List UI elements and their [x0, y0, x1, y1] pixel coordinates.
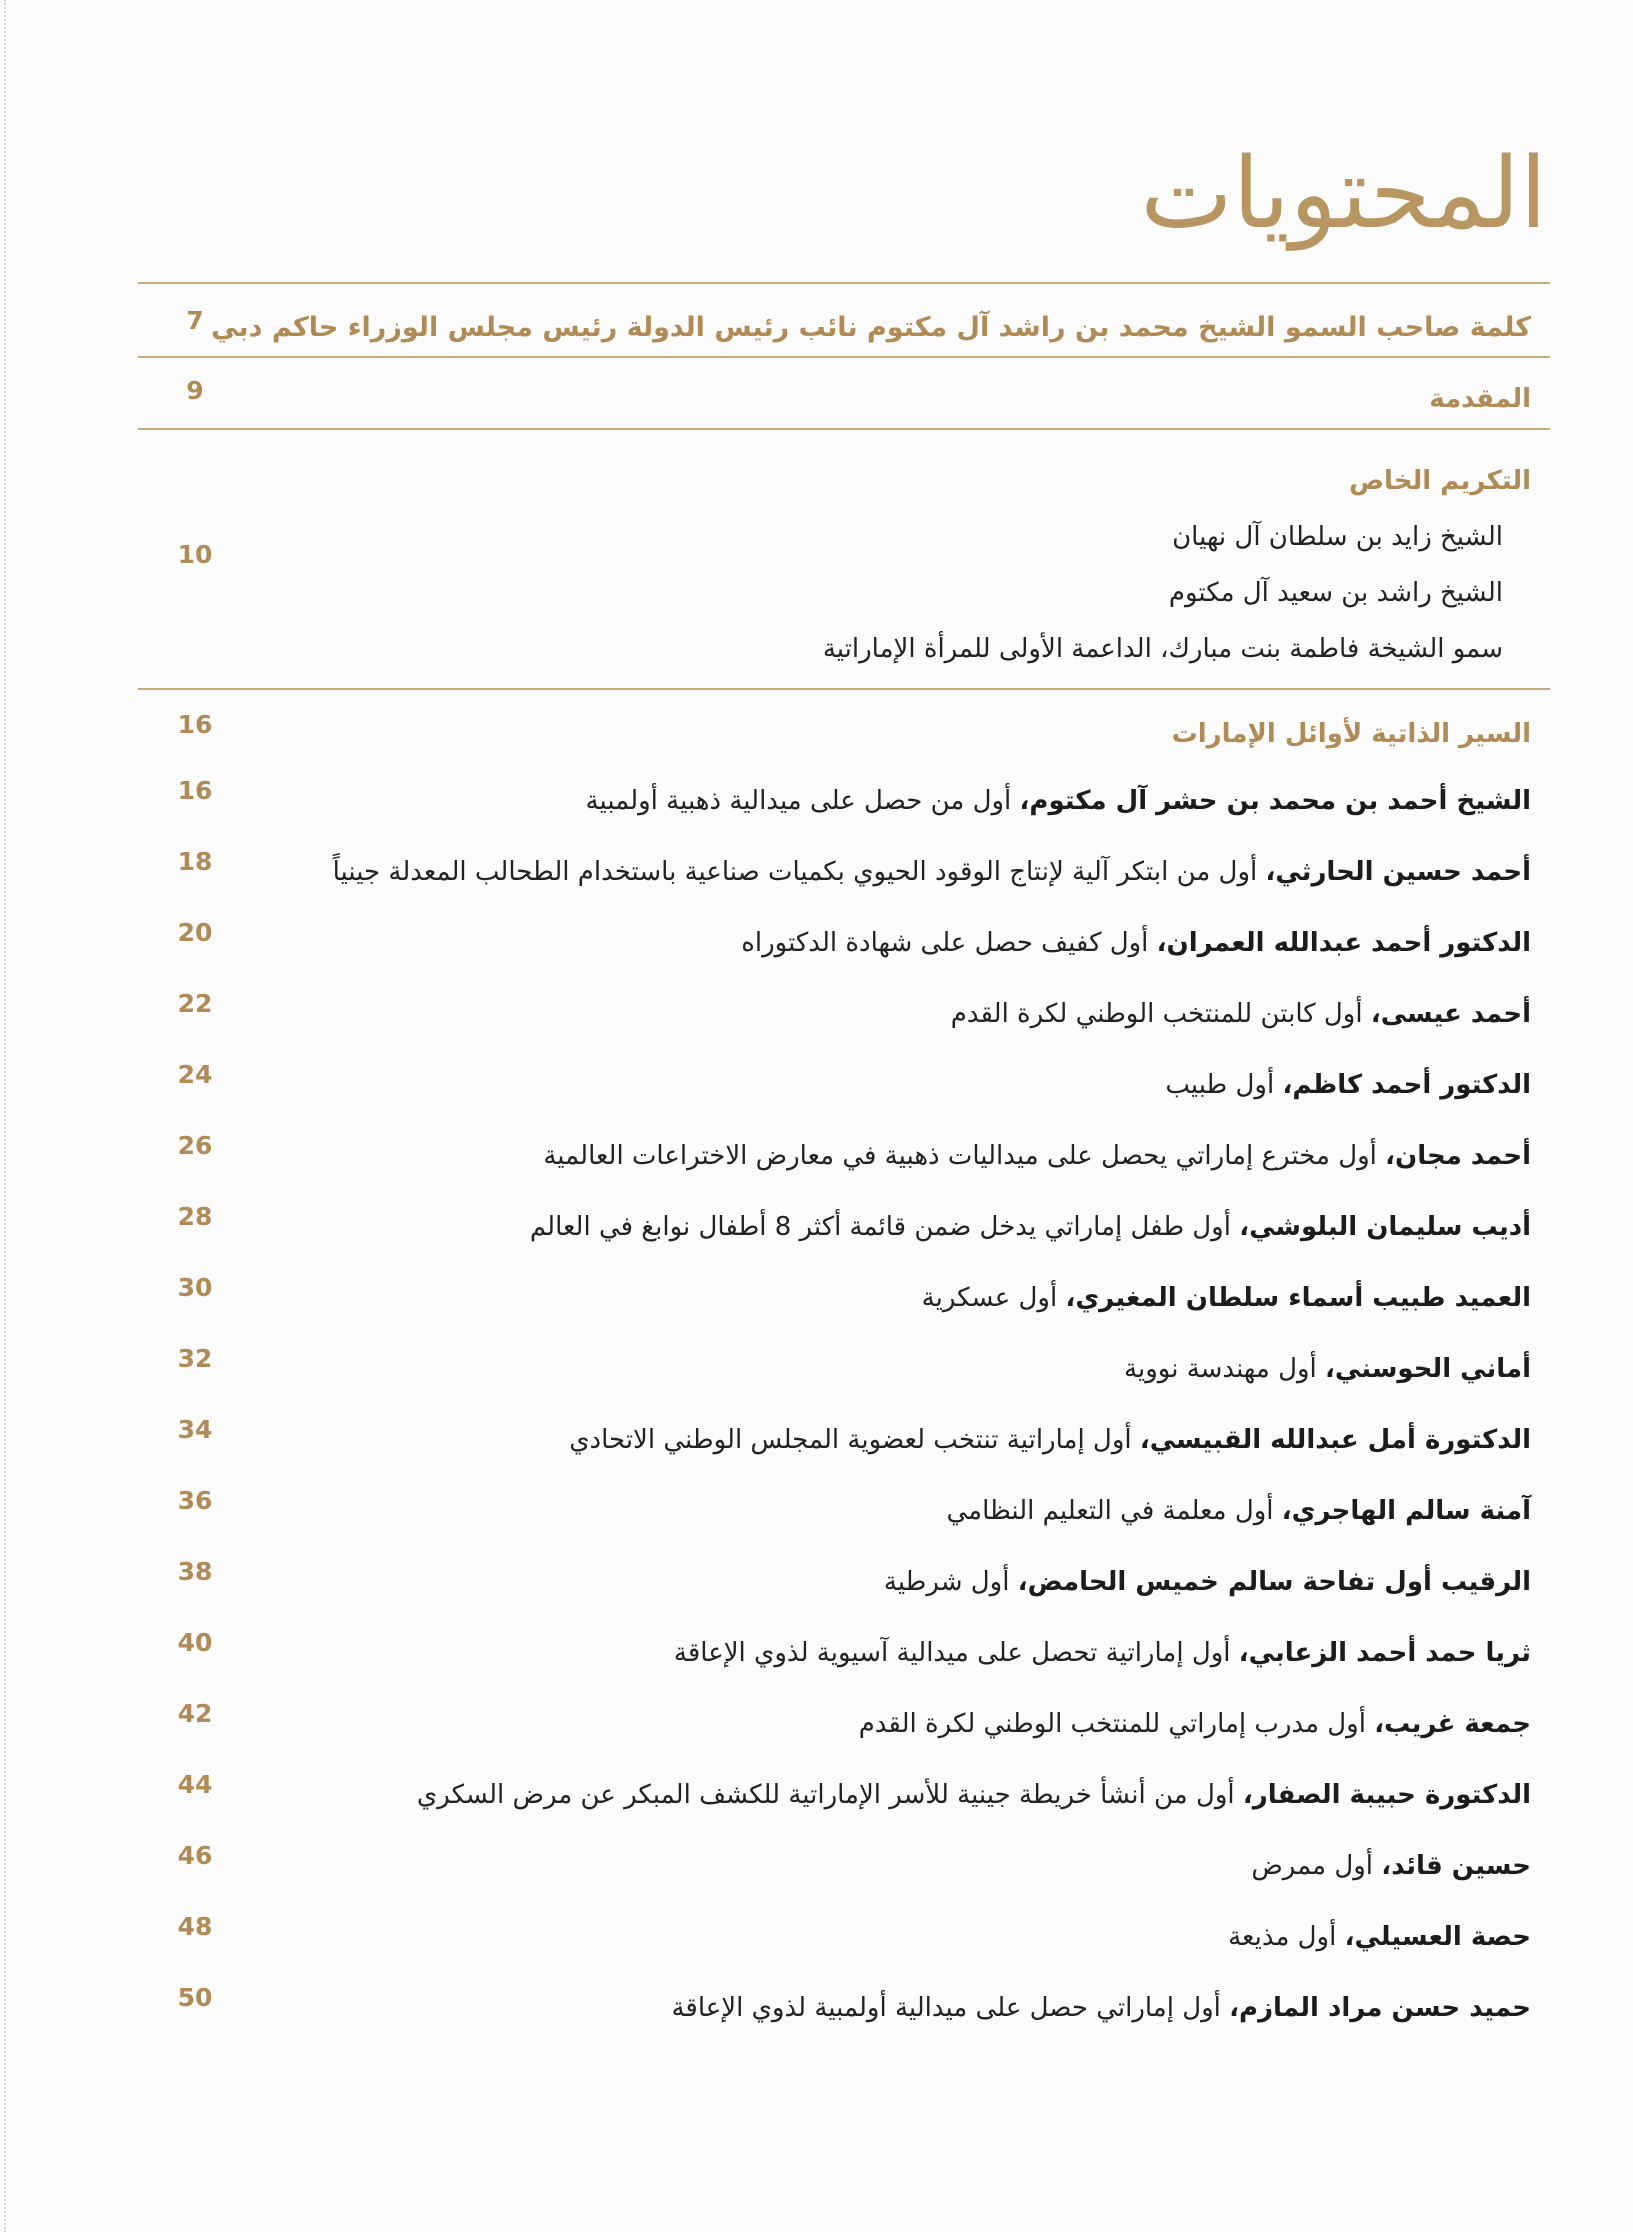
- entry-name: أحمد مجان،: [1385, 1141, 1531, 1171]
- section-heading: التكريم الخاص: [1349, 466, 1531, 496]
- page-edge: [4, 0, 6, 2232]
- page-number: 50: [177, 1983, 213, 2012]
- page-number: 10: [177, 540, 213, 569]
- entry-text: [417, 1780, 1531, 1810]
- page-number: 42: [177, 1699, 213, 1728]
- entry-desc: أول ممرض: [1251, 1851, 1374, 1881]
- entry-desc: أول من أنشأ خريطة جينية للأسر الإماراتية للكشف المبكر عن مرض السكري: [416, 1780, 1235, 1810]
- entry-name: الدكتور أحمد كاظم،: [1282, 1070, 1531, 1100]
- entry-name: حسين قائد،: [1381, 1851, 1531, 1881]
- page-number: 32: [177, 1344, 213, 1373]
- entry-name: أديب سليمان البلوشي،: [1239, 1212, 1531, 1242]
- entry-name: الدكتورة حبيبة الصفار،: [1242, 1780, 1531, 1810]
- entry-text: [1228, 1922, 1531, 1952]
- page-number: 28: [177, 1202, 213, 1231]
- entry-title: المقدمة: [1429, 384, 1531, 414]
- page-number: 9: [186, 376, 204, 405]
- entry-name: الرقيب أول تفاحة سالم خميس الحامض،: [1017, 1567, 1531, 1597]
- page-number: 18: [177, 847, 213, 876]
- page-number: 20: [177, 918, 213, 947]
- page-number: 22: [177, 989, 213, 1018]
- page-number: 48: [177, 1912, 213, 1941]
- entry-name: الشيخ أحمد بن محمد بن حشر آل مكتوم،: [1019, 786, 1531, 816]
- entry-text: [859, 1709, 1531, 1739]
- page-number: 40: [177, 1628, 213, 1657]
- entry-text: [884, 1567, 1531, 1597]
- sub-entry: الشيخ زايد بن سلطان آل نهيان: [1172, 522, 1503, 552]
- entry-desc: أول شرطية: [883, 1567, 1010, 1597]
- entry-name: أحمد حسين الحارثي،: [1265, 857, 1531, 887]
- divider: [138, 356, 1550, 358]
- entry-name: آمنة سالم الهاجري،: [1281, 1496, 1531, 1526]
- entry-desc: أول معلمة في التعليم النظامي: [946, 1496, 1274, 1526]
- page-number: 26: [177, 1131, 213, 1160]
- entry-name: حصة العسيلي،: [1344, 1922, 1531, 1952]
- entry-desc: أول مخترع إماراتي يحصل على ميداليات ذهبية في معارض الاختراعات العالمية: [543, 1141, 1377, 1171]
- entry-desc: أول مهندسة نووية: [1124, 1354, 1317, 1384]
- entry-name: أماني الحوسني،: [1325, 1354, 1531, 1384]
- entry-name: ثريا حمد أحمد الزعابي،: [1238, 1638, 1531, 1668]
- entry-text: [1251, 1851, 1531, 1881]
- entry-name: أحمد عيسى،: [1370, 999, 1531, 1029]
- page-number: 34: [177, 1415, 213, 1444]
- entry-desc: أول طفل إماراتي يدخل ضمن قائمة أكثر 8 أطفال نوابغ في العالم: [529, 1212, 1231, 1242]
- entry-text: [1124, 1354, 1531, 1384]
- entry-text: [530, 1212, 1531, 1242]
- page-number: 44: [177, 1770, 213, 1799]
- entry-text: [586, 786, 1531, 816]
- entry-desc: أول كابتن للمنتخب الوطني لكرة القدم: [950, 999, 1363, 1029]
- entry-text: [947, 1496, 1531, 1526]
- page-title: المحتويات: [1140, 137, 1547, 251]
- entry-name: الدكتور أحمد عبدالله العمران،: [1156, 928, 1531, 958]
- entry-desc: أول عسكرية: [921, 1283, 1058, 1313]
- divider: [138, 282, 1550, 284]
- entry-text: [951, 999, 1531, 1029]
- entry-desc: أول من حصل على ميدالية ذهبية أولمبية: [585, 786, 1012, 816]
- divider: [138, 688, 1550, 690]
- entry-desc: أول مدرب إماراتي للمنتخب الوطني لكرة القدم: [858, 1709, 1366, 1739]
- entry-text: [569, 1425, 1531, 1455]
- page-number: 7: [186, 306, 204, 335]
- sub-entry: الشيخ راشد بن سعيد آل مكتوم: [1168, 578, 1503, 608]
- entry-name: جمعة غريب،: [1374, 1709, 1531, 1739]
- entry-desc: أول من ابتكر آلية لإنتاج الوقود الحيوي بكميات صناعية باستخدام الطحالب المعدلة جينياً: [332, 857, 1258, 887]
- entry-desc: أول إماراتية تنتخب لعضوية المجلس الوطني الاتحادي: [569, 1425, 1132, 1455]
- page-number: 16: [177, 710, 213, 739]
- sub-entry: سمو الشيخة فاطمة بنت مبارك، الداعمة الأولى للمرأة الإماراتية: [822, 634, 1503, 664]
- section-heading: السير الذاتية لأوائل الإمارات: [1171, 719, 1531, 749]
- page-number: 16: [177, 776, 213, 805]
- entry-text: [333, 857, 1531, 887]
- entry-text: [674, 1638, 1531, 1668]
- entry-text: [543, 1141, 1531, 1171]
- divider: [138, 428, 1550, 430]
- entry-name: حميد حسن مراد المازم،: [1229, 1993, 1531, 2023]
- entry-text: [741, 928, 1531, 958]
- entry-text: [1165, 1070, 1531, 1100]
- entry-desc: أول مذيعة: [1228, 1922, 1337, 1952]
- entry-desc: أول طبيب: [1165, 1070, 1275, 1100]
- page-number: 46: [177, 1841, 213, 1870]
- page-number: 30: [177, 1273, 213, 1302]
- entry-name: العميد طبيب أسماء سلطان المغيري،: [1065, 1283, 1531, 1313]
- page-number: 38: [177, 1557, 213, 1586]
- page-number: 36: [177, 1486, 213, 1515]
- entry-name: الدكتورة أمل عبدالله القبيسي،: [1139, 1425, 1531, 1455]
- entry-text: [671, 1993, 1531, 2023]
- entry-desc: أول إماراتي حصل على ميدالية أولمبية لذوي الإعاقة: [671, 1993, 1221, 2023]
- page-number: 24: [177, 1060, 213, 1089]
- entry-desc: أول كفيف حصل على شهادة الدكتوراه: [741, 928, 1149, 958]
- entry-text: [922, 1283, 1531, 1313]
- entry-desc: أول إماراتية تحصل على ميدالية آسيوية لذوي الإعاقة: [673, 1638, 1231, 1668]
- entry-title: كلمة صاحب السمو الشيخ محمد بن راشد آل مكتوم نائب رئيس الدولة رئيس مجلس الوزراء حاكم دبي: [211, 312, 1531, 343]
